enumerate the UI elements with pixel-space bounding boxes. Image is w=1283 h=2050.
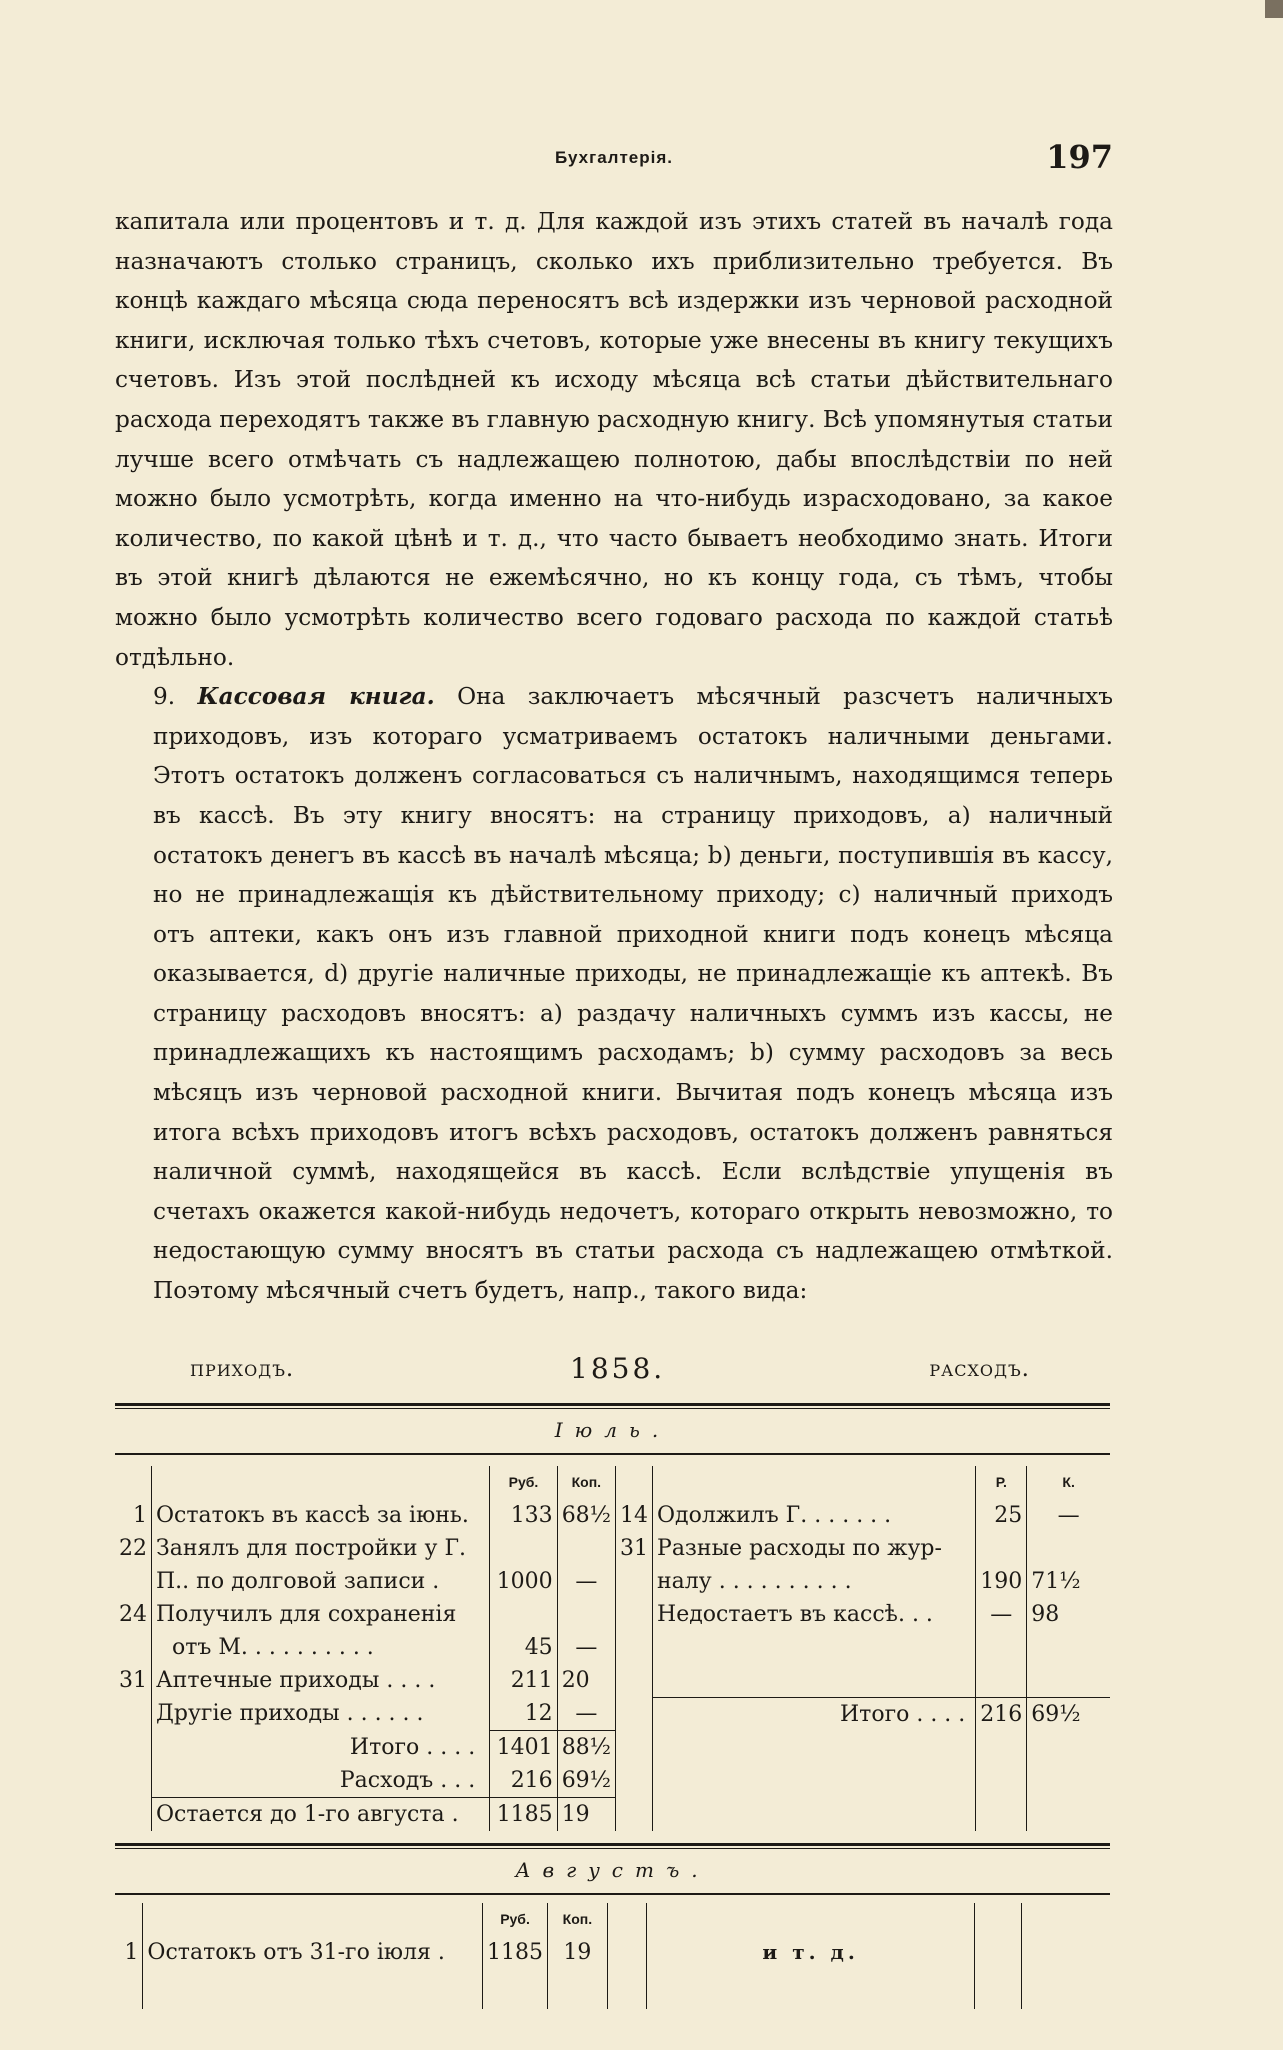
- rule-august-top: [115, 1843, 1110, 1846]
- income-day: 1: [133, 1503, 147, 1528]
- ledger-header-row: [115, 1466, 1110, 1499]
- income-kop: —: [557, 1697, 615, 1731]
- income-rub: 1185: [483, 1936, 548, 1969]
- paragraph-continuation: капитала или процентовъ и т. д. Для каждой изъ этихъ статей въ началѣ года назначаютъ столько страницъ, сколько ихъ приблизительно требуется. Въ концѣ каждаго мѣсяца сюда переносятъ всѣ издержки изъ черновой расходной книги, исключая только тѣхъ счетовъ, которые уже внесены въ книгу текущихъ счетовъ. Изъ этой послѣдней къ исходу мѣсяца всѣ статьи дѣйствительнаго расхода переходятъ также въ главную расходную книгу. Всѣ упомянутыя статьи лучше всего отмѣчать съ надлежащею полнотою, дабы впослѣдствіи по ней можно было усмотрѣть, когда именно на что-нибудь израсходовано, за какое количество, по какой цѣнѣ и т. д., что часто бываетъ необходимо знать. Итоги въ этой книгѣ дѣлаются не ежемѣсячно, но къ концу года, съ тѣмъ, чтобы можно было усмотрѣть количество всего годоваго расхода по каждой статьѣ отдѣльно.: [115, 208, 1113, 671]
- paragraph-9-text: Она заключаетъ мѣсячный разсчетъ наличныхъ приходовъ, изъ котораго усматриваемъ остатокъ наличными деньгами. Этотъ остатокъ долженъ согласоваться съ наличнымъ, находящимся теперь въ кассѣ. Въ эту книгу вносятъ: на страницу приходовъ, a) наличный остатокъ денегъ въ кассѣ въ началѣ мѣсяца; b) деньги, поступившія въ кассу, но не принадлежащія къ дѣйствительному приходу; c) наличный приходъ отъ аптеки, какъ онъ изъ главной приходной книги подъ конецъ мѣсяца оказывается, d) другіе наличные приходы, не принадлежащіе къ аптекѣ. Въ страницу расходовъ вносятъ: a) раздачу наличныхъ суммъ изъ кассы, не принадлежащихъ къ настоящимъ расходамъ; b) сумму расходовъ за весь мѣсяцъ изъ черновой расходной книги. Вычитая подъ конецъ мѣсяца изъ итога всѣхъ приходовъ итогъ всѣхъ расходовъ, остатокъ долженъ равняться наличной суммѣ, находящейся въ кассѣ. Если вслѣдствіе упущенія въ счетахъ окажется какой-нибудь недочетъ, котораго открыть невозможно, то недостающую сумму вносятъ въ статьи расхода съ надлежащею отмѣткой. Поэтому мѣсячный счетъ будетъ, напр., такого вида:: [153, 683, 1113, 1305]
- kop-header: Коп.: [548, 1903, 608, 1936]
- expense-rub: 25: [976, 1499, 1027, 1532]
- ledger-total-row: [115, 1731, 1110, 1765]
- expense-day: 14: [616, 1499, 653, 1532]
- income-kop: 20: [557, 1664, 615, 1697]
- income-expense-kop: 69½: [557, 1764, 615, 1798]
- income-label: Остатокъ отъ 31-го іюля .: [143, 1936, 483, 1969]
- ledger-remain-row: [115, 1798, 1110, 1832]
- expense-rub: 190: [976, 1565, 1027, 1598]
- income-total-kop: 88½: [557, 1731, 615, 1765]
- expense-kop: [1027, 1532, 1110, 1565]
- scan-corner-mark: [1265, 0, 1283, 18]
- income-rub: 133: [490, 1499, 557, 1532]
- running-head: Бухгалтерія.: [555, 148, 673, 167]
- r-header: Р.: [976, 1466, 1027, 1499]
- income-label: Другіе приходы . . . . . .: [152, 1697, 490, 1731]
- expense-label: Недостаетъ въ кассѣ. . .: [653, 1598, 976, 1631]
- income-kop: 19: [548, 1936, 608, 1969]
- ledger-header-row: [115, 1903, 1110, 1936]
- income-kop: 68½: [557, 1499, 615, 1532]
- income-rub: [490, 1598, 557, 1631]
- expense-kop: 98: [1027, 1598, 1110, 1631]
- august-ledger: [115, 1903, 1110, 2009]
- income-label: П.. по долговой записи .: [152, 1565, 490, 1598]
- income-kop: —: [557, 1631, 615, 1664]
- expense-rub: —: [976, 1598, 1027, 1631]
- month-august: Августъ.: [515, 1858, 710, 1882]
- ledger-row: [115, 1499, 1110, 1532]
- income-kop: [557, 1598, 615, 1631]
- page-number: 197: [1046, 138, 1113, 176]
- july-ledger: [115, 1466, 1110, 1851]
- income-expense-label: Расходъ . . .: [152, 1764, 490, 1798]
- income-rub: 45: [490, 1631, 557, 1664]
- income-rub: 1000: [490, 1565, 557, 1598]
- rule-july-bottom: [115, 1453, 1110, 1455]
- income-kop: [557, 1532, 615, 1565]
- remain-rub: 1185: [490, 1798, 557, 1832]
- page-header: [115, 138, 1113, 178]
- income-day: 1: [124, 1940, 139, 1965]
- income-day: 24: [119, 1602, 147, 1627]
- expense-kop: —: [1027, 1499, 1110, 1532]
- income-rub: [490, 1532, 557, 1565]
- expense-label: налу . . . . . . . . . .: [653, 1565, 976, 1598]
- rub-header: Руб.: [483, 1903, 548, 1936]
- expense-rub: [976, 1532, 1027, 1565]
- income-total-rub: 1401: [490, 1731, 557, 1765]
- ledger-row: [115, 1631, 1110, 1664]
- rule-august-top-thin: [115, 1848, 1110, 1849]
- etc-note: и т. д.: [647, 1936, 974, 1969]
- rule-thin-top: [115, 1408, 1110, 1409]
- ledger-expense-row: [115, 1764, 1110, 1798]
- income-label: Аптечные приходы . . . .: [152, 1664, 490, 1697]
- income-label: Занялъ для постройки у Г.: [152, 1532, 490, 1565]
- ledger-caption: [190, 1352, 1030, 1396]
- kop-header: Коп.: [557, 1466, 615, 1499]
- rub-header: Руб.: [490, 1466, 557, 1499]
- month-july: Іюль.: [554, 1418, 671, 1442]
- expense-label: Разные расходы по жур-: [653, 1532, 976, 1565]
- income-label: Остатокъ въ кассѣ за іюнь.: [152, 1499, 490, 1532]
- ledger-row: [115, 1532, 1110, 1565]
- ledger-row: [115, 1664, 1110, 1697]
- income-caption: приходъ.: [190, 1356, 295, 1382]
- rule-double-top: [115, 1403, 1110, 1406]
- expense-day: [616, 1565, 653, 1598]
- k-header: К.: [1027, 1466, 1110, 1499]
- income-rub: 211: [490, 1664, 557, 1697]
- paragraph-number: 9.: [153, 683, 176, 711]
- expense-day: [616, 1598, 653, 1631]
- income-label: Получилъ для сохраненія: [152, 1598, 490, 1631]
- ledger-row: [115, 1565, 1110, 1598]
- income-expense-rub: 216: [490, 1764, 557, 1798]
- expense-kop: 71½: [1027, 1565, 1110, 1598]
- expense-label: Одолжилъ Г. . . . . . .: [653, 1499, 976, 1532]
- income-day: [115, 1697, 152, 1731]
- body-text: [115, 202, 1113, 1311]
- section-title: Кассовая книга.: [197, 683, 435, 711]
- expense-total-kop: 69½: [1027, 1697, 1110, 1731]
- ledger-row: [115, 1936, 1110, 1969]
- income-day: [115, 1565, 152, 1598]
- expense-day: 31: [616, 1532, 653, 1565]
- expense-caption: расходъ.: [929, 1356, 1030, 1382]
- year-caption: 1858.: [570, 1352, 666, 1385]
- remain-label: Остается до 1-го августа .: [152, 1798, 490, 1832]
- remain-kop: 19: [557, 1798, 615, 1832]
- paragraph-9: [115, 677, 1113, 1311]
- income-rub: 12: [490, 1697, 557, 1731]
- ledger-row: [115, 1697, 1110, 1731]
- income-label: отъ М. . . . . . . . . .: [152, 1631, 490, 1664]
- income-total-label: Итого . . . .: [152, 1731, 490, 1765]
- rule-august-bottom: [115, 1893, 1110, 1895]
- income-day: [115, 1631, 152, 1664]
- expense-total-label: Итого . . . .: [653, 1697, 976, 1731]
- income-day: 22: [119, 1536, 147, 1561]
- income-kop: —: [557, 1565, 615, 1598]
- ledger-row: [115, 1598, 1110, 1631]
- income-day: 31: [119, 1668, 147, 1693]
- expense-total-rub: 216: [976, 1697, 1027, 1731]
